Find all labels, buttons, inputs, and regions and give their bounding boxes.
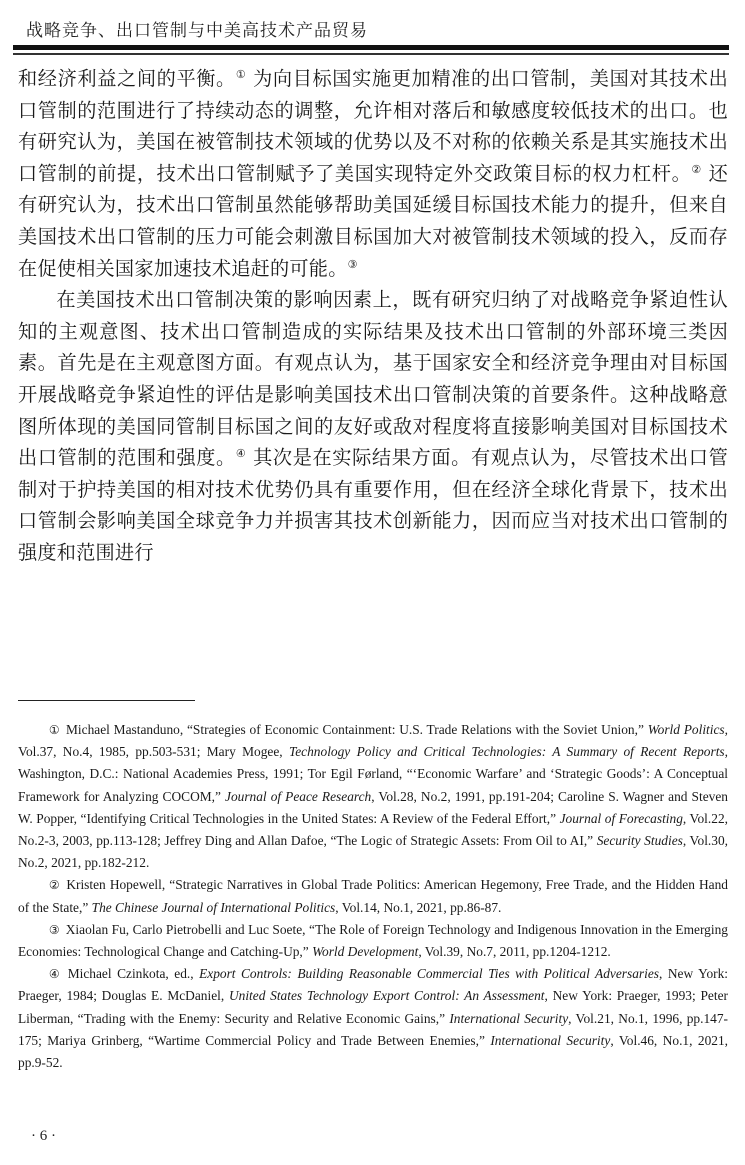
footnote-separator <box>18 700 195 701</box>
page-number: · 6 · <box>31 1128 56 1144</box>
citation-text: Michael Czinkota, ed., <box>67 966 200 982</box>
citation-text: , Vol.37, No.4, 1985, pp.503-531; Mary Mogee, <box>18 722 728 760</box>
citation-text: , Vol.22, No.2-3, 2003, pp.113-128; Jeffrey Ding and Allan Dafoe, “The Logic of Strategic Assets: From Oil to AI,” <box>18 810 728 849</box>
header-rule-thick <box>13 45 729 50</box>
paragraph-text: 和经济利益之间的平衡。 <box>18 67 236 90</box>
citation-title: Journal of Forecasting <box>559 810 683 826</box>
citation-title: International Security <box>490 1032 611 1048</box>
citation-text: Kristen Hopewell, “Strategic Narratives in Global Trade Politics: American Hegemony, Free Trade, and the Hidden Hand of the State,” <box>18 877 728 915</box>
footnote-marker: ③ <box>48 922 60 937</box>
citation-title: The Chinese Journal of International Politics <box>91 899 336 915</box>
citation-title: Journal of Peace Research <box>225 788 372 804</box>
footnote-reference[interactable]: ① <box>235 68 247 81</box>
header-rule-thin <box>13 53 729 55</box>
citation-text: , Washington, D.C.: National Academies Press, 1991; Tor Egil Førland, “‘Economic Warfare’ and ‘Strategic Goods’: A Conceptual Framework for Analyzing COCOM,” <box>18 744 729 804</box>
footnote <box>18 874 728 918</box>
citation-text: , New York: Praeger, 1984; Douglas E. McDaniel, <box>18 966 729 1004</box>
footnote-marker: ④ <box>48 967 62 982</box>
citation-text: Michael Mastanduno, “Strategies of Economic Containment: U.S. Trade Relations with the Soviet Union,” <box>66 722 648 737</box>
citation-text: , Vol.14, No.1, 2021, pp.86-87. <box>335 899 502 915</box>
citation-title: World Development <box>312 944 419 960</box>
footnote-reference[interactable]: ② <box>691 162 702 176</box>
citation-text: , Vol.21, No.1, 1996, pp.147-175; Mariya Grinberg, “Wartime Commercial Policy and Trade Between Enemies,” <box>18 1010 729 1048</box>
citation-title: Security Studies <box>596 833 683 849</box>
footnote-marker: ② <box>48 878 61 893</box>
paragraph-text: 在美国技术出口管制决策的影响因素上，既有研究归纳了对战略竞争紧迫性认知的主观意图、技术出口管制造成的实际结果及技术出口管制的外部环境三类因素。首先是在主观意图方面。有观点认为，基于国家安全和经济竞争理由对目标国开展战略竞争紧迫性的评估是影响美国技术出口管制决策的首要条件。这种战略意图所体现的美国同管制目标国之间的友好或敌对程度将直接影响美国对目标国技术出口管制的范围和强度。 <box>18 288 728 470</box>
citation-title: Export Controls: Building Reasonable Commercial Ties with Political Adversaries <box>199 966 660 982</box>
citation-title: World Politics <box>647 722 725 737</box>
citation-text: , Vol.28, No.2, 1991, pp.191-204; Caroline S. Wagner and Steven W. Popper, “Identifying Critical Technologies in the United States: A Review of the Federal Effort,” <box>18 788 728 826</box>
paragraph-text: 为向目标国实施更加精准的出口管制，美国对其技术出口管制的范围进行了持续动态的调整，允许相对落后和敏感度较低技术的出口。也有研究认为，美国在被管制技术领域的优势以及不对称的依赖关系是其实施技术出口管制的前提，技术出口管制赋予了美国实现特定外交政策目标的权力杠杆。 <box>18 67 728 185</box>
citation-title: International Security <box>449 1010 569 1026</box>
citation-text: , New York: Praeger, 1993; Peter Liberman, “Trading with the Enemy: Security and Relative Economic Gains,” <box>18 988 728 1026</box>
footnotes <box>18 719 728 1074</box>
citation-title: United States Technology Export Control: An Assessment <box>228 988 545 1004</box>
footnote <box>18 963 728 1074</box>
citation-text: Xiaolan Fu, Carlo Pietrobelli and Luc Soete, “The Role of Foreign Technology and Indigenous Innovation in the Emerging Economies: Technological Change and Catching-Up,” <box>18 921 728 960</box>
body-paragraph <box>18 284 728 568</box>
body-text <box>18 63 728 569</box>
footnote <box>18 919 728 963</box>
paragraph-text: 还有研究认为，技术出口管制虽然能够帮助美国延缓目标国技术能力的提升，但来自美国技术出口管制的压力可能会刺激目标国加大对被管制技术领域的投入，反而存在促使相关国家加速技术追赶的可能。 <box>18 161 728 280</box>
footnote-reference[interactable]: ③ <box>347 257 358 271</box>
body-paragraph <box>18 63 728 284</box>
citation-text: , Vol.39, No.7, 2011, pp.1204-1212. <box>418 944 611 960</box>
running-head-title: 战略竞争、出口管制与中美高技术产品贸易 <box>26 21 368 41</box>
citation-title: Technology Policy and Critical Technologies: A Summary of Recent Reports <box>289 744 725 760</box>
footnote <box>18 719 728 874</box>
citation-text: , Vol.46, No.1, 2021, pp.9-52. <box>18 1032 729 1071</box>
footnote-reference[interactable]: ④ <box>235 447 247 461</box>
citation-text: , Vol.30, No.2, 2021, pp.182-212. <box>18 833 728 871</box>
footnote-marker: ① <box>48 723 61 737</box>
paragraph-text: 其次是在实际结果方面。有观点认为，尽管技术出口管制对于护持美国的相对技术优势仍具有重要作用，但在经济全球化背景下，技术出口管制会影响美国全球竞争力并损害其技术创新能力，因而应当对技术出口管制的强度和范围进行 <box>18 446 728 564</box>
